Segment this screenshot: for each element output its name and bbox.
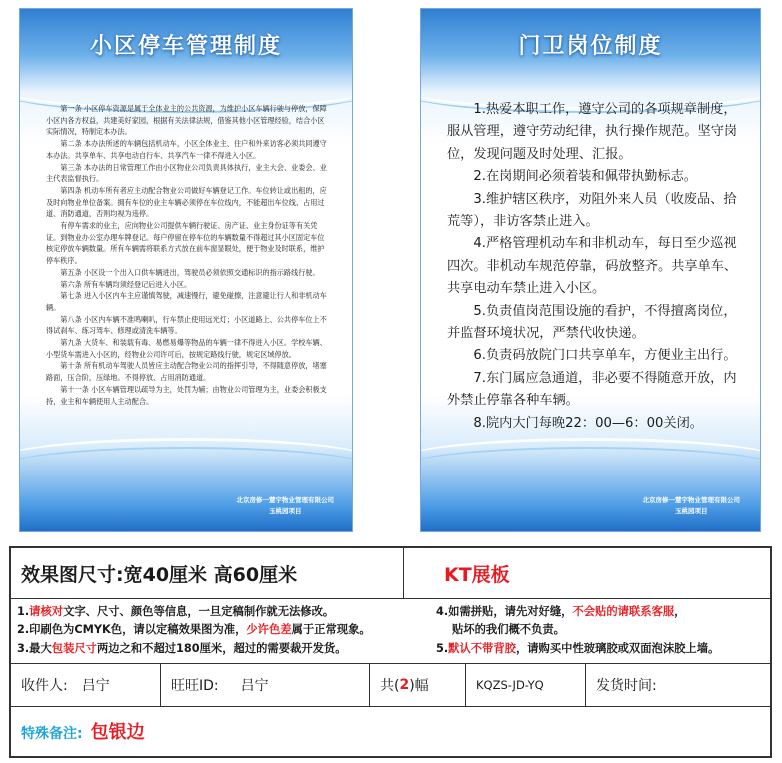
rule-paragraph: 第四条 机动车所有者应主动配合物业公司做好车辆登记工作。车位转让或出租的，应及时向物业单位备案。拥有车位的业主车辆必须停在车位线内，不能超出车位线、占用过道、消防通道，否则均视为违停。	[46, 185, 327, 219]
size-row	[11, 548, 770, 599]
rule-paragraph: 第十一条 小区车辆管理以疏导为主，处罚为辅；由物业公司管理为主，业委会积极支持，业主和车辆使用人主动配合。	[46, 384, 327, 406]
rule-paragraph: 第八条 小区内车辆不准鸣喇叭，行车禁止使用远光灯；小区道路上、公共停车位上不得试刹车、练习驾车、修理或清洗车辆等。	[46, 314, 327, 336]
product-cell	[404, 548, 772, 598]
gatekeeper-duties-board	[420, 8, 761, 532]
wangwang-cell	[161, 663, 370, 706]
size-cell	[11, 548, 404, 598]
note-line: 贴坏的我们概不负责。	[452, 623, 565, 637]
note-line: 1.请核对文字、尺寸、颜色等信息，一旦定稿制作就无法修改。	[17, 605, 335, 618]
footer-company: 北京房修一慧宇物业管理有限公司	[642, 496, 740, 504]
wangwang-value: 吕宁	[240, 677, 269, 694]
note-line: 2.印刷色为CMYK色，请以定稿效果图为准，少许色差属于正常现象。	[17, 623, 371, 637]
recipient-row	[11, 663, 770, 707]
recipient-cell	[11, 663, 161, 706]
rule-paragraph: 第九条 大货车、和装载有毒、易燃易爆等物品的车辆一律不得进入小区。学校车辆、小型货车需进入小区的，经物业公司许可后，按规定路线行驶，规定区域停放。	[46, 338, 327, 359]
duties-text	[447, 99, 738, 435]
board-title: 小区停车管理制度	[89, 34, 282, 59]
rule-paragraph: 第二条 本办法所述的车辆包括机动车，小区全体业主、住户和外来访客必须共同遵守本办法。共享单车、共享电动自行车、共享汽车一律不得进入小区。	[46, 139, 327, 160]
rule-paragraph: 第一条 小区停车资源是属于全体业主的公共资源，为维护小区车辆行驶与停放，保障小区内各方权益，共建美好家园，根据有关法律法规，借鉴其他小区管理经验，结合小区实际情况，特制定本办法。	[46, 104, 327, 137]
footer-project: 玉桃园项目	[269, 507, 302, 515]
special-value: 包银边	[90, 722, 145, 743]
notes-right	[436, 603, 719, 658]
parking-rules-text	[46, 103, 330, 407]
ship-time-label: 发货时间:	[596, 677, 657, 694]
rule-paragraph: 第六条 所有车辆均须经登记后进入小区。	[60, 279, 192, 289]
order-info-table	[9, 546, 772, 758]
rule-paragraph: 第三条 本办法的日常管理工作由小区物业公司负责具体执行，业主大会、业委会、业主代表监督执行。	[46, 162, 327, 184]
special-label: 特殊备注:	[21, 726, 83, 742]
board-title: 门卫岗位制度	[518, 34, 663, 59]
notes-left	[17, 603, 371, 658]
duty-item: 8.院内大门每晚22：00—6：00关闭。	[473, 415, 703, 431]
product-type: KT展板	[444, 563, 510, 586]
parking-rules-board	[19, 8, 353, 532]
decorative-wave	[19, 447, 353, 489]
count-cell	[370, 663, 466, 706]
count-suffix: )幅	[409, 677, 429, 694]
duty-item: 2.在岗期间必须着装和佩带执勤标志。	[473, 169, 697, 185]
recipient-value: 吕宁	[81, 677, 110, 694]
duty-item: 7.东门属应急通道，非必要不得随意开放，内外禁止停靠各种车辆。	[447, 370, 737, 409]
duty-item: 3.维护辖区秩序，劝阻外来人员（收废品、拾荒等），非访客禁止进入。	[447, 191, 737, 230]
decorative-wave	[420, 447, 761, 489]
footer-project: 玉桃园项目	[675, 507, 708, 515]
rule-paragraph: 第七条 进入小区内车主应谨慎驾驶，减速慢行，避免碰擦，注意避让行人和非机动车辆。	[46, 291, 327, 312]
footer-company: 北京房修一慧宇物业管理有限公司	[236, 496, 334, 504]
rule-paragraph: 有停车需求的业主，应向物业公司提供车辆行驶证、房产证、业主身份证等有关凭证。到物业办公室办理车牌登记。每户停留在停车位的车辆数量不得超过其小区固定车位核定停放车辆数量。所有车辆需将联系方式放在前车窗显眼处，便于物业及时联系，维护停车秩序。	[46, 221, 325, 266]
rule-paragraph: 第十条 所有机动车驾驶人员皆应主动配合物业公司的指挥引导，不得随意停放，堵塞路面，压合阶，压绿地。不得停放、占用消防通道。	[46, 361, 327, 383]
note-line: 3.最大包装尺寸两边之和不超过180厘米，超过的需要裁开发货。	[17, 641, 347, 655]
board-footer	[643, 495, 741, 517]
duty-item: 5.负责值岗范围设施的看护，不得擅离岗位，并监督环境状况，严禁代收快递。	[447, 303, 737, 342]
ship-time-cell	[586, 663, 772, 706]
special-row	[11, 706, 770, 756]
rule-paragraph: 第五条 小区设一个出入口供车辆进出，驾驶员必须依照交通标识的指示路线行驶。	[60, 267, 320, 277]
wangwang-label: 旺旺ID:	[171, 677, 219, 694]
note-line: 4.如需拼贴，请先对好缝，不会贴的请联系客服，	[436, 605, 686, 618]
notes-row	[11, 598, 770, 664]
special-note	[21, 718, 145, 744]
effect-size-label: 效果图尺寸:宽40厘米 高60厘米	[21, 563, 298, 586]
count-value: 2	[399, 676, 410, 693]
duty-item: 6.负责码放院门口共享单车，方便业主出行。	[473, 348, 737, 364]
count-prefix: 共(	[380, 677, 400, 694]
order-code-cell	[466, 663, 586, 706]
note-line: 5.默认不带背胶，请购买中性玻璃胶或双面泡沫胶上墙。	[436, 641, 720, 655]
duty-item: 1.热爱本职工作，遵守公司的各项规章制度，服从管理，遵守劳动纪律，执行操作规范。坚守岗位，发现问题及时处理、汇报。	[447, 102, 738, 162]
board-footer	[237, 495, 335, 517]
duty-item: 4.严格管理机动车和非机动车，每日至少巡视四次。非机动车规范停靠，码放整齐。共享单车、共享电动车禁止进入小区。	[447, 236, 738, 297]
order-code: KQZS-JD-YQ	[476, 677, 544, 692]
recipient-label: 收件人:	[21, 677, 68, 694]
